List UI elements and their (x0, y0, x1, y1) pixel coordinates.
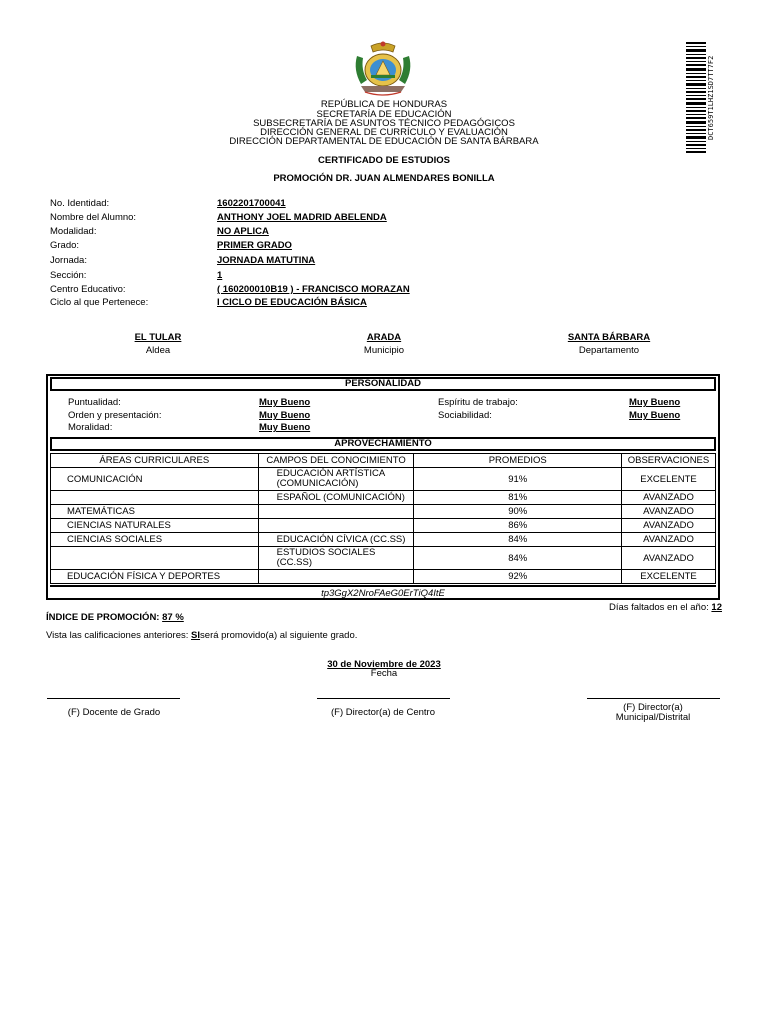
table-row (51, 547, 716, 570)
row-promedio: 90% (414, 505, 622, 519)
promotion-statement (46, 630, 357, 641)
header-line-3: SUBSECRETARÍA DE ASUNTOS TÉCNICO PEDAGÓGICOS (253, 118, 515, 129)
row-area: COMUNICACIÓN (51, 468, 259, 491)
row-obs: EXCELENTE (621, 468, 715, 491)
date-label: Fecha (370, 668, 398, 679)
field-label-grado: Grado: (50, 240, 80, 251)
field-label-seccion: Sección: (50, 270, 87, 281)
row-obs: EXCELENTE (621, 570, 715, 584)
indice-label: ÍNDICE DE PROMOCIÓN: (46, 612, 160, 623)
table-row (51, 533, 716, 547)
municipio-value: ARADA (366, 332, 402, 343)
verification-code: tp3GgX2NroFAeG0ErTiQ4ItE (50, 585, 716, 600)
signature-director-municipal-1: (F) Director(a) (623, 702, 683, 713)
signature-line-director-municipal (587, 698, 720, 699)
field-value-modalidad: NO APLICA (217, 226, 269, 237)
dias-faltados-value: 12 (711, 602, 722, 613)
row-campo: EDUCACIÓN CÍVICA (CC.SS) (258, 533, 414, 547)
row-promedio: 86% (414, 519, 622, 533)
aldea-value: EL TULAR (134, 332, 182, 343)
row-campo: EDUCACIÓN ARTÍSTICA (COMUNICACIÓN) (258, 468, 414, 491)
header-promedios: PROMEDIOS (414, 454, 622, 468)
row-area: MATEMÁTICAS (51, 505, 259, 519)
municipio-label: Municipio (363, 345, 405, 356)
puntualidad-label: Puntualidad: (68, 397, 121, 408)
sociabilidad-label: Sociabilidad: (438, 410, 492, 421)
departamento-value: SANTA BÁRBARA (567, 332, 651, 343)
field-label-ciclo: Ciclo al que Pertenece: (50, 297, 149, 308)
header-observaciones: OBSERVACIONES (621, 454, 715, 468)
moralidad-label: Moralidad: (68, 422, 113, 433)
row-campo (258, 570, 414, 584)
field-value-identidad: 1602201700041 (217, 198, 286, 209)
table-header-row (51, 454, 716, 468)
header-areas: ÁREAS CURRICULARES (51, 454, 259, 468)
sociabilidad-value: Muy Bueno (629, 410, 681, 421)
row-area (51, 547, 259, 570)
row-obs: AVANZADO (621, 491, 715, 505)
aldea-label: Aldea (145, 345, 171, 356)
field-label-centro: Centro Educativo: (50, 284, 126, 295)
document-subtitle: PROMOCIÓN DR. JUAN ALMENDARES BONILLA (273, 173, 495, 184)
table-row (51, 519, 716, 533)
moralidad-value: Muy Bueno (259, 422, 311, 433)
orden-label: Orden y presentación: (68, 410, 162, 421)
table-row (51, 505, 716, 519)
orden-value: Muy Bueno (259, 410, 311, 421)
field-value-ciclo: I CICLO DE EDUCACIÓN BÁSICA (217, 297, 367, 308)
signature-director-municipal-2: Municipal/Distrital (615, 712, 691, 723)
personalidad-title: PERSONALIDAD (50, 377, 716, 391)
header-line-4: DIRECCIÓN GENERAL DE CURRÍCULO Y EVALUACIÓN (260, 127, 508, 138)
coat-of-arms-emblem (351, 40, 415, 98)
field-value-centro: ( 160200010B19 ) - FRANCISCO MORAZAN (217, 284, 410, 295)
row-promedio: 92% (414, 570, 622, 584)
table-row (51, 468, 716, 491)
signature-director-centro: (F) Director(a) de Centro (331, 707, 435, 718)
header-line-1: REPÚBLICA DE HONDURAS (320, 99, 448, 110)
vista-suffix: será promovido(a) al siguiente grado. (200, 630, 358, 641)
header-line-5: DIRECCIÓN DEPARTAMENTAL DE EDUCACIÓN DE SANTA BÁRBARA (229, 136, 539, 147)
row-obs: AVANZADO (621, 519, 715, 533)
field-value-seccion: 1 (217, 270, 223, 281)
row-campo: ESTUDIOS SOCIALES (CC.SS) (258, 547, 414, 570)
row-area: CIENCIAS NATURALES (51, 519, 259, 533)
field-label-modalidad: Modalidad: (50, 226, 97, 237)
grades-table (50, 453, 716, 584)
row-campo: ESPAÑOL (COMUNICACIÓN) (258, 491, 414, 505)
vista-value: SI (191, 630, 201, 641)
signature-docente: (F) Docente de Grado (67, 707, 161, 718)
field-value-jornada: JORNADA MATUTINA (217, 255, 316, 266)
field-value-grado: PRIMER GRADO (217, 240, 292, 251)
row-area: EDUCACIÓN FÍSICA Y DEPORTES (51, 570, 259, 584)
row-obs: AVANZADO (621, 505, 715, 519)
row-promedio: 84% (414, 533, 622, 547)
field-label-identidad: No. Identidad: (50, 198, 110, 209)
signature-line-director-centro (317, 698, 450, 699)
espiritu-value: Muy Bueno (629, 397, 681, 408)
indice-promocion (46, 612, 184, 623)
departamento-label: Departamento (578, 345, 640, 356)
dias-faltados (609, 602, 722, 613)
field-label-jornada: Jornada: (50, 255, 87, 266)
table-row (51, 570, 716, 584)
row-promedio: 91% (414, 468, 622, 491)
document-title: CERTIFICADO DE ESTUDIOS (318, 155, 450, 166)
row-promedio: 84% (414, 547, 622, 570)
row-campo (258, 505, 414, 519)
header-line-2: SECRETARÍA DE EDUCACIÓN (316, 109, 452, 120)
row-promedio: 81% (414, 491, 622, 505)
aprovechamiento-title: APROVECHAMIENTO (50, 437, 716, 451)
row-obs: AVANZADO (621, 547, 715, 570)
barcode-text: DCT659T1LHZ1SD7TT7F2 (707, 55, 715, 141)
dias-faltados-label: Días faltados en el año: (608, 602, 709, 613)
table-row (51, 491, 716, 505)
signature-line-docente (47, 698, 180, 699)
row-area: CIENCIAS SOCIALES (51, 533, 259, 547)
field-value-nombre: ANTHONY JOEL MADRID ABELENDA (217, 212, 387, 223)
row-area (51, 491, 259, 505)
indice-value: 87 % (162, 612, 184, 623)
header-campos: CAMPOS DEL CONOCIMIENTO (258, 454, 414, 468)
puntualidad-value: Muy Bueno (259, 397, 311, 408)
field-label-nombre: Nombre del Alumno: (50, 212, 137, 223)
vista-prefix: Vista las calificaciones anteriores: (46, 630, 189, 641)
espiritu-label: Espíritu de trabajo: (438, 397, 518, 408)
row-obs: AVANZADO (621, 533, 715, 547)
issue-date: 30 de Noviembre de 2023 (327, 659, 441, 670)
row-campo (258, 519, 414, 533)
